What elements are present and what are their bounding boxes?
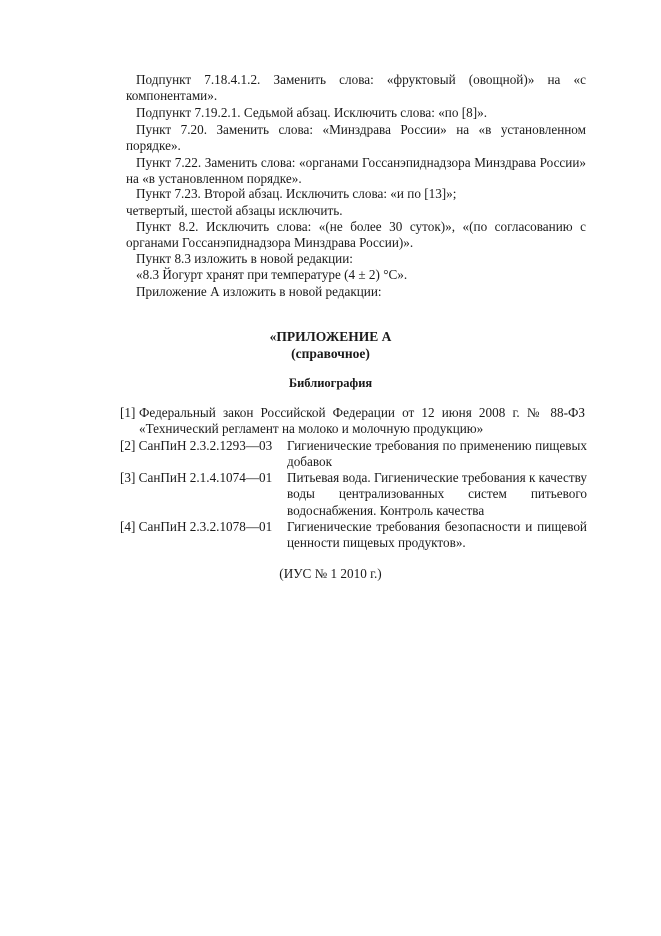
amendment-paragraph: Пункт 7.22. Заменить слова: «органами Госсанэпиднадзора Минздрава России» на «в установленном порядке». [126, 155, 586, 187]
amendment-paragraph: Приложение А изложить в новой редакции: [136, 284, 382, 299]
bibliography-heading: Библиография [288, 376, 373, 390]
bibliography-entry-text: Федеральный закон Российской Федерации от 12 июня 2008 г. № 88-ФЗ «Технический регламент на молоко и молочную продукцию» [139, 405, 585, 437]
amendment-paragraph: Пункт 7.20. Заменить слова: «Минздрава России» на «в установленном порядке». [126, 122, 586, 154]
amendment-paragraph: Подпункт 7.18.4.1.2. Заменить слова: «фруктовый (овощной)» на «с компонентами». [126, 72, 586, 104]
bibliography-entry-id: [1] [120, 405, 136, 420]
bibliography-entry-text: Питьевая вода. Гигиенические требования к качеству воды централизованных систем питьевого водоснабжения. Контроль качества [287, 470, 587, 518]
bibliography-entry-id: [3] СанПиН 2.1.4.1074—01 [120, 470, 273, 485]
amendment-paragraph: четвертый, шестой абзацы исключить. [126, 203, 343, 218]
footer-note: (ИУС № 1 2010 г.) [279, 566, 382, 581]
amendment-paragraph: Пункт 8.3 изложить в новой редакции: [136, 251, 353, 266]
bibliography-entry-text: Гигиенические требования по применению пищевых добавок [287, 438, 587, 470]
bibliography-entry-text: Гигиенические требования безопасности и пищевой ценности пищевых продуктов». [287, 519, 587, 551]
amendment-paragraph: Пункт 7.23. Второй абзац. Исключить слова: «и по [13]»; [136, 186, 457, 201]
amendment-paragraph: Подпункт 7.19.2.1. Седьмой абзац. Исключить слова: «по [8]». [136, 105, 488, 120]
amendment-paragraph: Пункт 8.2. Исключить слова: «(не более 30 суток)», «(по согласованию с органами Госсанэпиднадзора Минздрава России)». [126, 219, 586, 251]
amendment-paragraph: «8.3 Йогурт хранят при температуре (4 ± 2) °С». [136, 267, 408, 282]
appendix-subtitle: (справочное) [291, 346, 370, 361]
bibliography-entry-id: [4] СанПиН 2.3.2.1078—01 [120, 519, 273, 534]
bibliography-entry-id: [2] СанПиН 2.3.2.1293—03 [120, 438, 273, 453]
appendix-title: «ПРИЛОЖЕНИЕ А [269, 329, 392, 344]
